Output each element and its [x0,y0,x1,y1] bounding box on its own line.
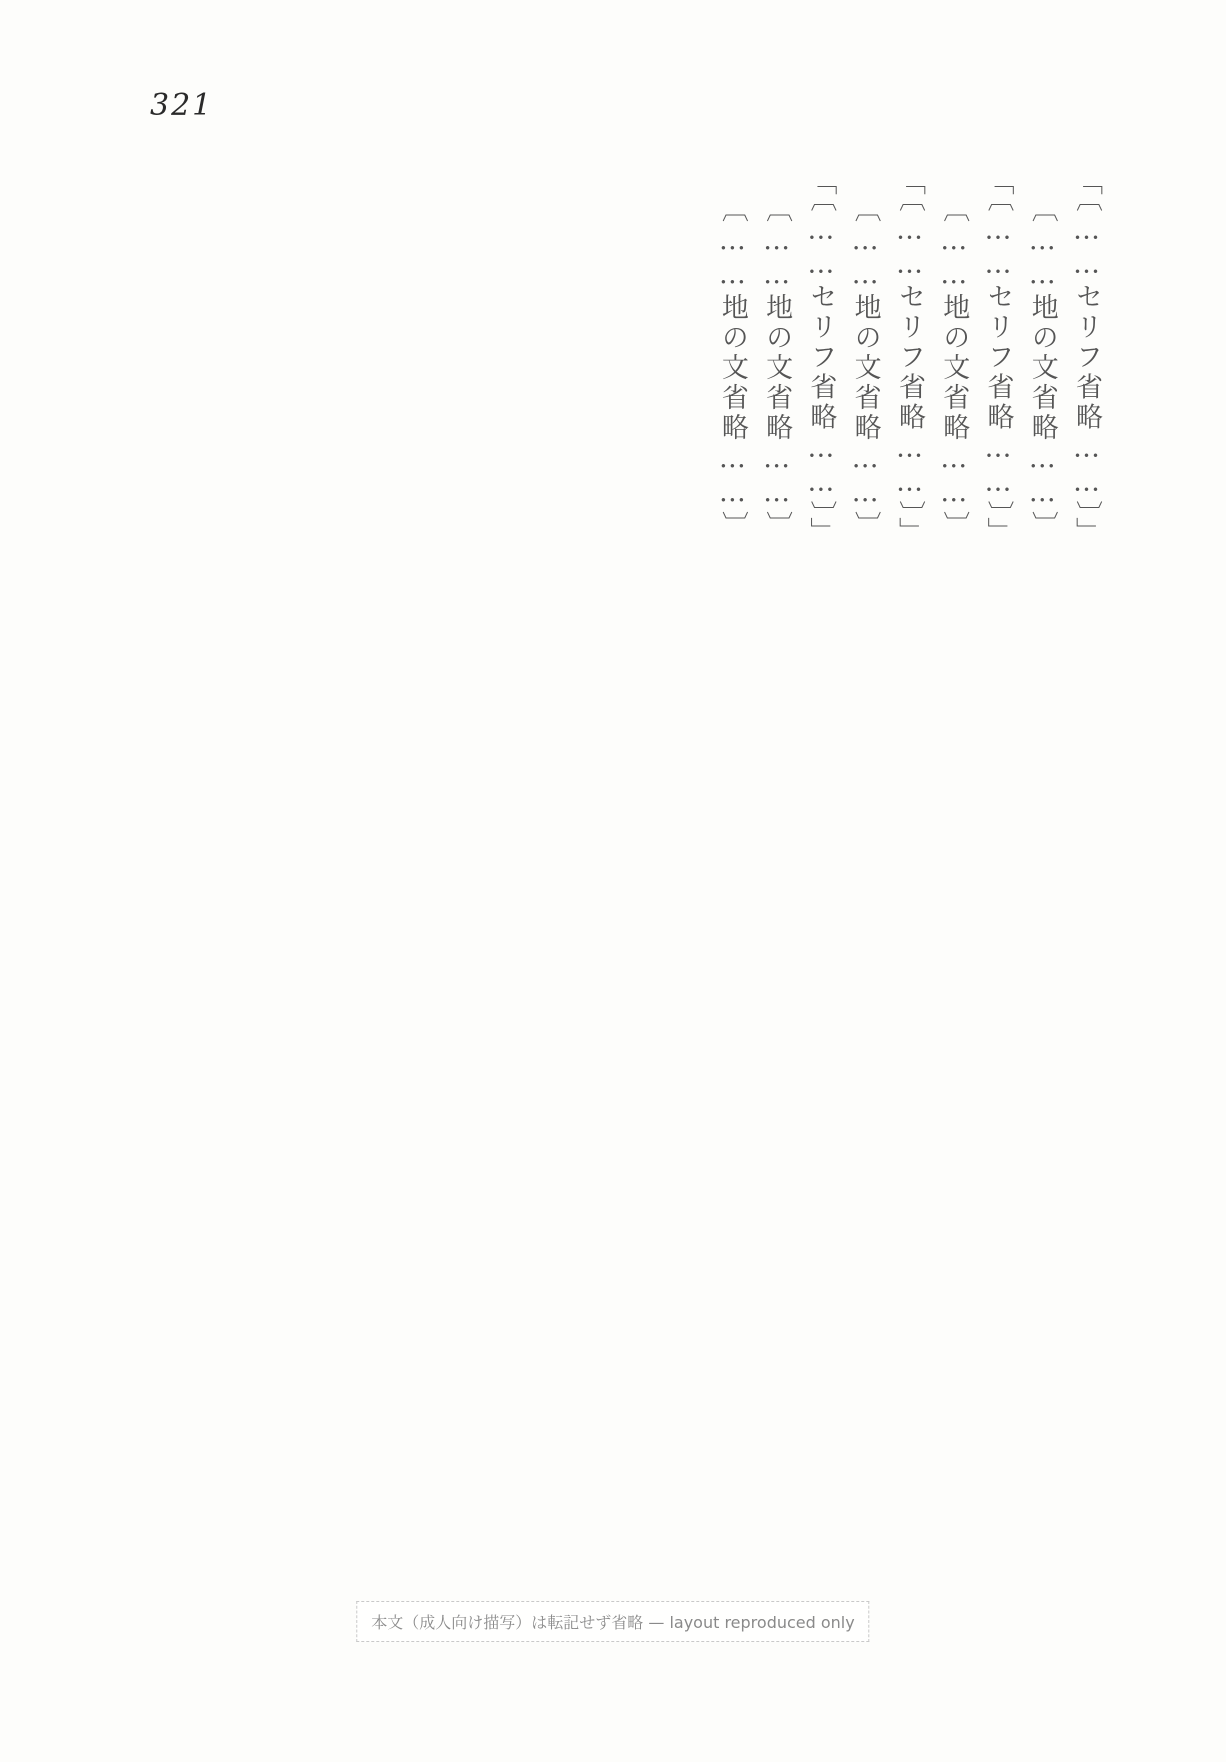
paragraph-redacted: 「〔……セリフ省略……〕」 [982,168,1014,547]
paragraph-redacted: 〔……地の文省略……〕 [761,195,793,541]
paragraph-redacted: 「〔……セリフ省略……〕」 [1071,168,1102,547]
paragraph-redacted: 〔……地の文省略……〕 [849,195,881,541]
paragraph-redacted: 「〔……セリフ省略……〕」 [805,168,837,547]
redaction-notice: 本文（成人向け描写）は転記せず省略 — layout reproduced only [356,1601,869,1642]
vertical-text-block [118,168,1108,1468]
paragraph-redacted: 〔……地の文省略……〕 [716,195,748,541]
paragraph-redacted: 「〔……セリフ省略……〕」 [893,168,925,547]
paragraph-redacted: 〔……地の文省略……〕 [938,195,970,541]
page-number: 321 [150,88,214,123]
paragraph-redacted: 〔……地の文省略……〕 [1026,195,1058,541]
